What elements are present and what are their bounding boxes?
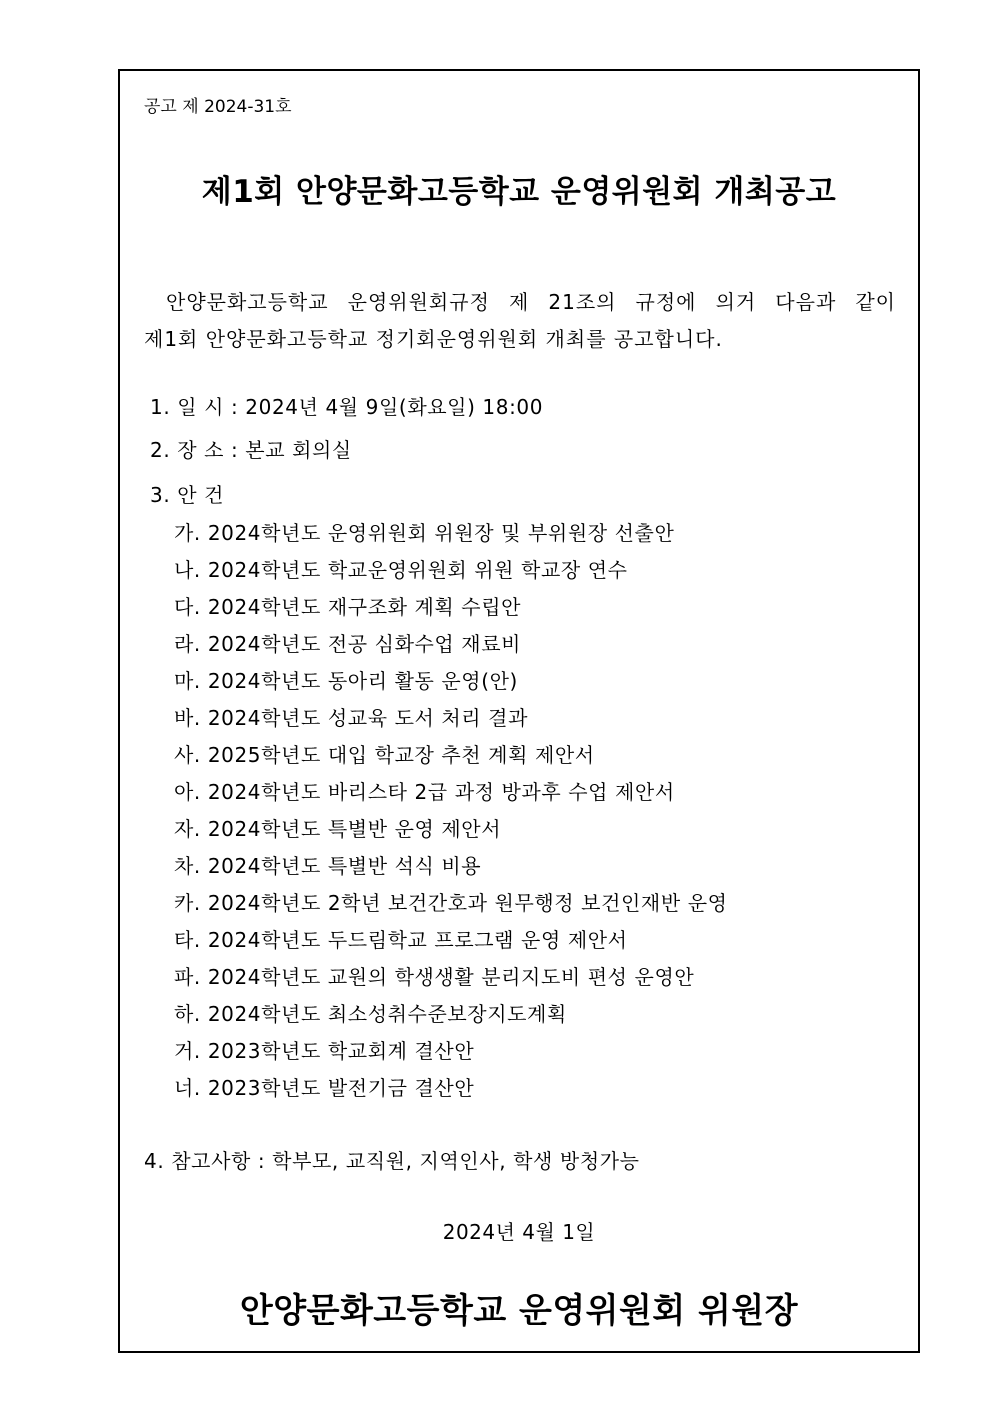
page-title: 제1회 안양문화고등학교 운영위원회 개최공고 <box>201 174 837 210</box>
notice-number: 공고 제 2024-31호 <box>144 97 292 117</box>
agenda-item: 거. 2023학년도 학교회계 결산안 <box>174 1039 475 1063</box>
agenda-item: 차. 2024학년도 특별반 석식 비용 <box>174 854 482 878</box>
agenda-item: 마. 2024학년도 동아리 활동 운영(안) <box>174 669 518 693</box>
reference-item: 4. 참고사항 : 학부모, 교직원, 지역인사, 학생 방청가능 <box>144 1149 640 1173</box>
place-item: 2. 장 소 : 본교 회의실 <box>150 438 352 462</box>
agenda-item: 나. 2024학년도 학교운영위원회 위원 학교장 연수 <box>174 558 628 582</box>
agenda-item: 카. 2024학년도 2학년 보건간호과 원무행정 보건인재반 운영 <box>174 891 728 915</box>
agenda-item: 자. 2024학년도 특별반 운영 제안서 <box>174 817 502 841</box>
agenda-item: 타. 2024학년도 두드림학교 프로그램 운영 제안서 <box>174 928 628 952</box>
agenda-item: 바. 2024학년도 성교육 도서 처리 결과 <box>174 706 529 730</box>
agenda-item: 가. 2024학년도 운영위원회 위원장 및 부위원장 선출안 <box>174 521 675 545</box>
agenda-item: 너. 2023학년도 발전기금 결산안 <box>174 1076 475 1100</box>
agenda-list <box>174 515 728 1107</box>
agenda-item: 아. 2024학년도 바리스타 2급 과정 방과후 수업 제안서 <box>174 780 675 804</box>
intro-line-2: 제1회 안양문화고등학교 정기회운영위원회 개최를 공고합니다. <box>144 327 723 351</box>
agenda-item: 사. 2025학년도 대입 학교장 추천 계획 제안서 <box>174 743 595 767</box>
intro-paragraph <box>144 284 896 358</box>
agenda-item: 다. 2024학년도 재구조화 계획 수립안 <box>174 595 522 619</box>
agenda-heading: 3. 안 건 <box>150 483 225 507</box>
agenda-item: 하. 2024학년도 최소성취수준보장지도계획 <box>174 1002 567 1026</box>
agenda-item: 파. 2024학년도 교원의 학생생활 분리지도비 편성 운영안 <box>174 965 695 989</box>
notice-date: 2024년 4월 1일 <box>442 1220 596 1244</box>
signer: 안양문화고등학교 운영위원회 위원장 <box>239 1291 799 1331</box>
intro-line-1: 안양문화고등학교 운영위원회규정 제 21조의 규정에 의거 다음과 같이 <box>166 290 896 314</box>
agenda-item: 라. 2024학년도 전공 심화수업 재료비 <box>174 632 522 656</box>
schedule-item: 1. 일 시 : 2024년 4월 9일(화요일) 18:00 <box>150 395 544 419</box>
